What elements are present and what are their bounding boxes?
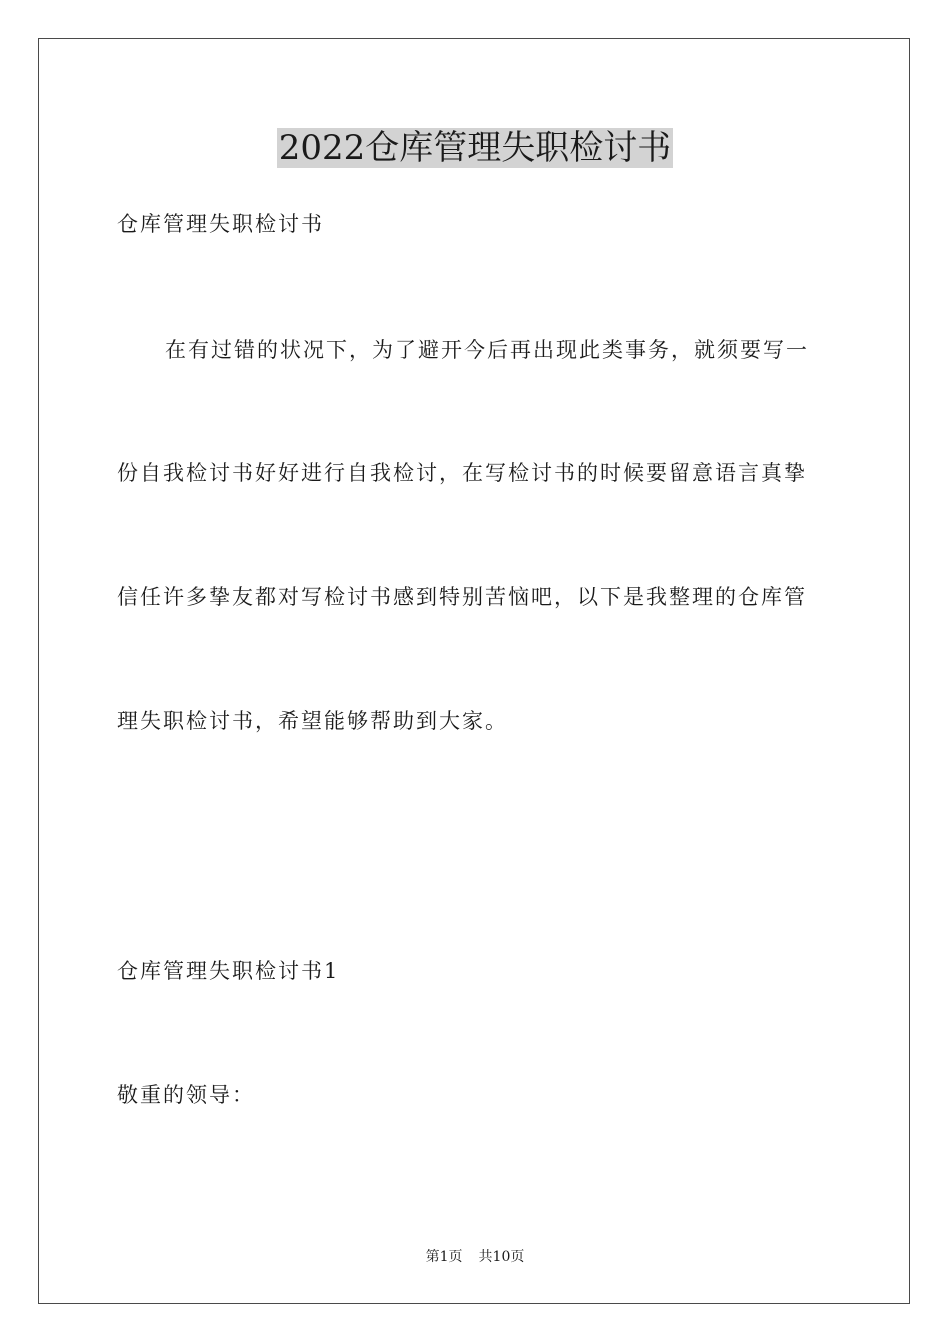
- document-subtitle: 仓库管理失职检讨书: [117, 212, 324, 236]
- intro-line-1: 在有过错的状况下，为了避开今后再出现此类事务，就须要写一: [165, 338, 809, 362]
- intro-line-2: 份自我检讨书好好进行自我检讨，在写检讨书的时候要留意语言真挚: [117, 461, 807, 485]
- page-footer: [0, 1248, 950, 1266]
- section-heading: 仓库管理失职检讨书1: [117, 959, 340, 983]
- page-number-current: 第1页: [425, 1249, 463, 1265]
- salutation: 敬重的领导：: [117, 1083, 255, 1107]
- intro-line-3: 信任许多挚友都对写检讨书感到特别苦恼吧，以下是我整理的仓库管: [117, 585, 807, 609]
- document-title-text: 2022仓库管理失职检讨书: [278, 128, 672, 168]
- document-title: [0, 126, 950, 170]
- page-number-total: 共10页: [478, 1249, 525, 1265]
- intro-line-4: 理失职检讨书，希望能够帮助到大家。: [117, 709, 508, 733]
